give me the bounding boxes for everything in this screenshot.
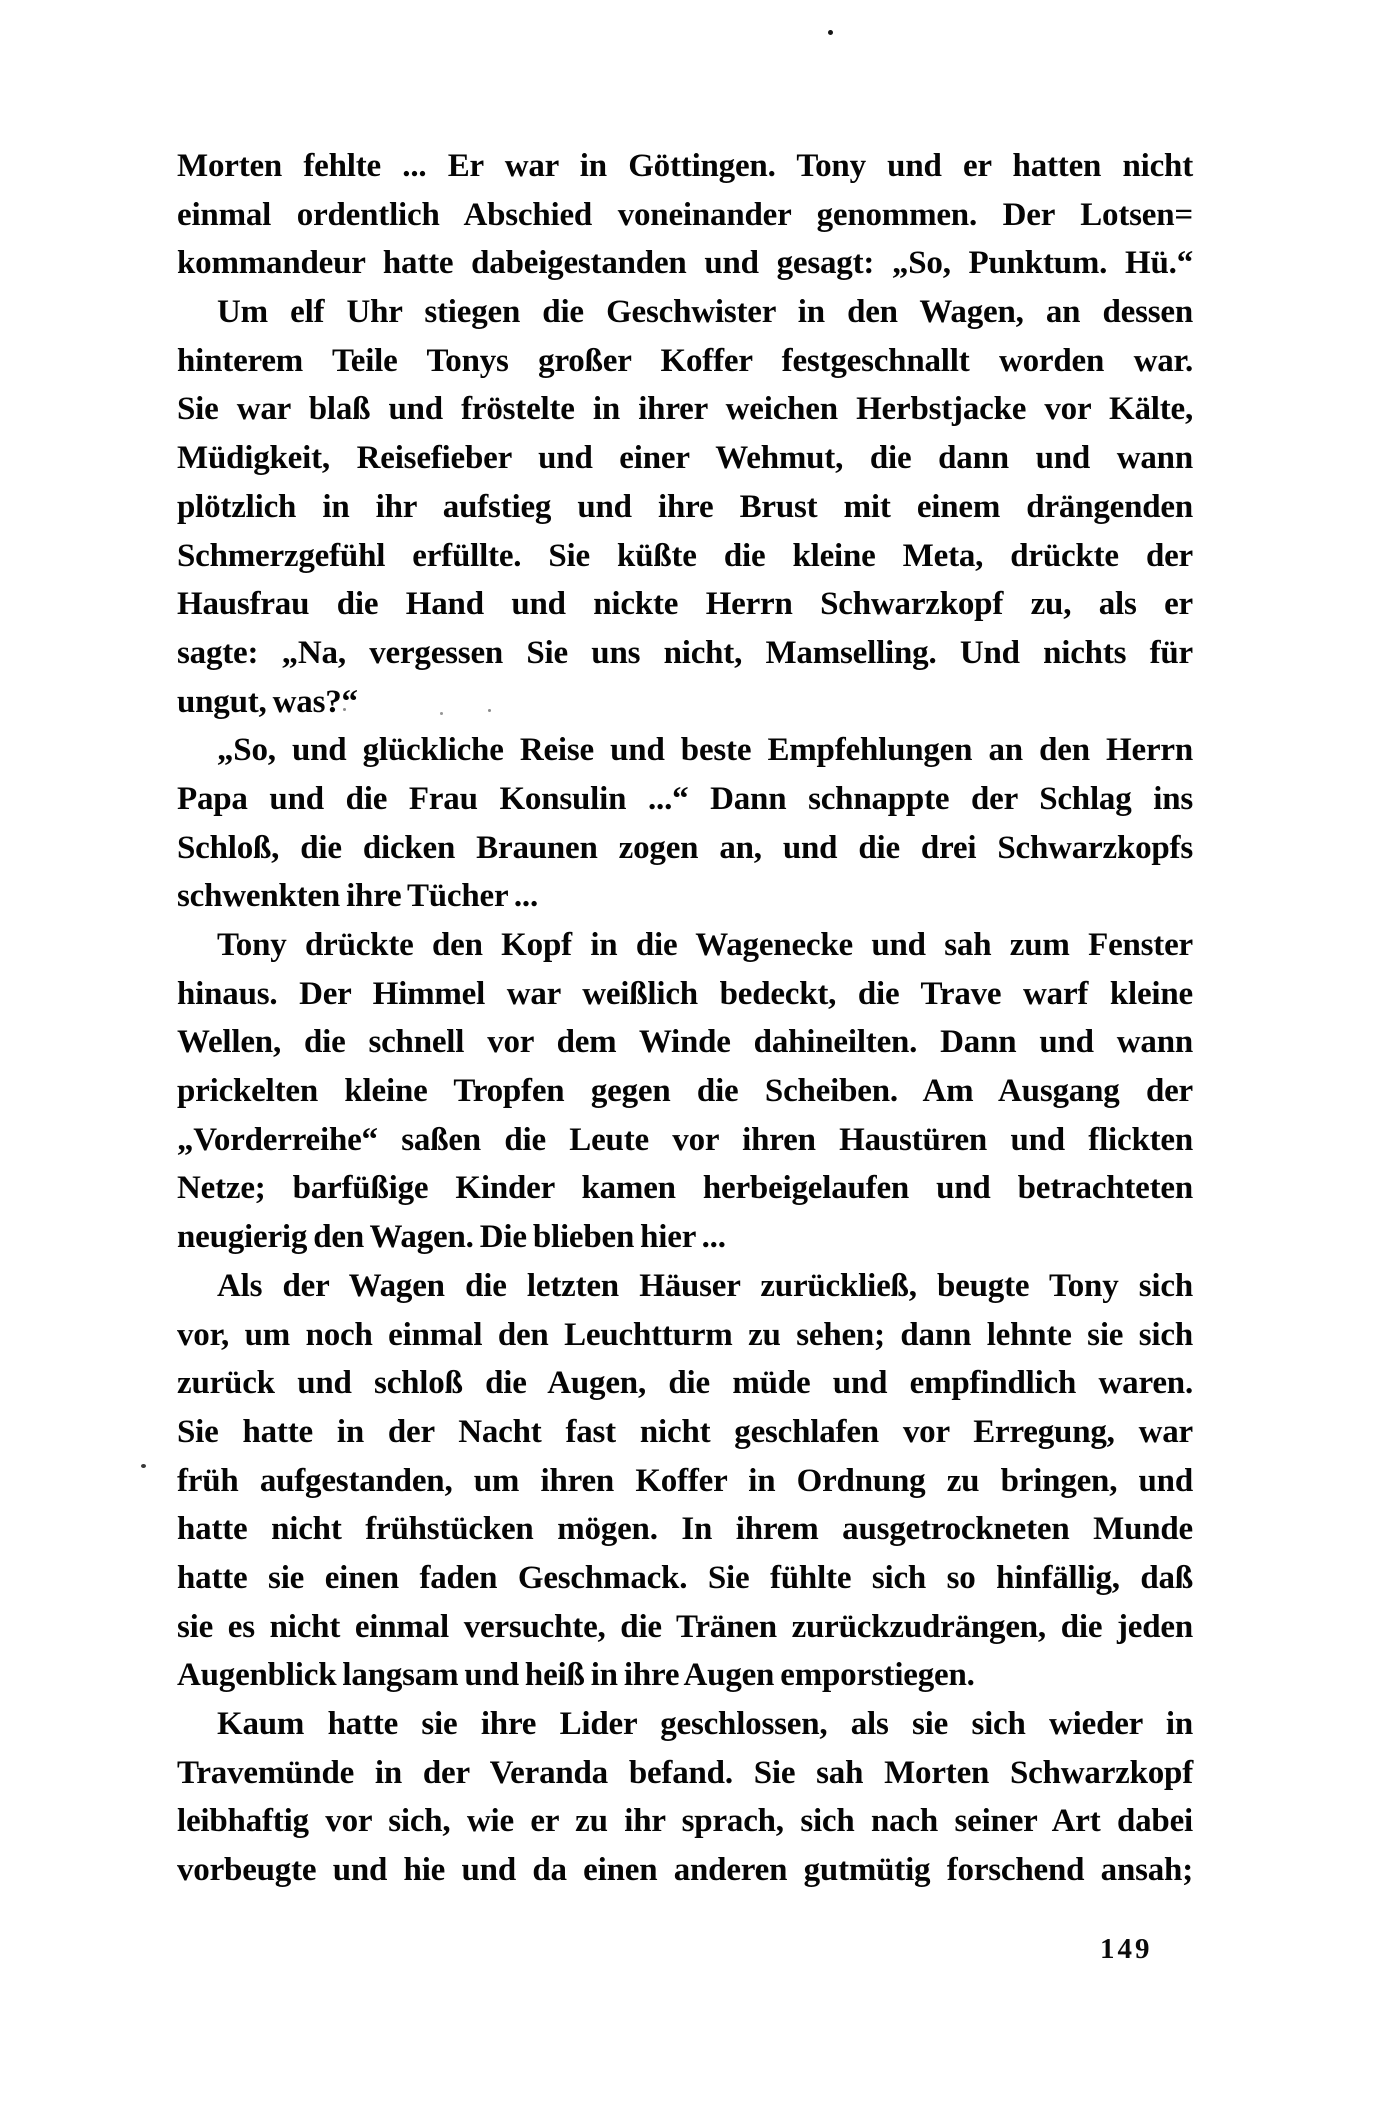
page-text-block: [177, 142, 1193, 1895]
text-line: hatte nicht frühstücken mögen. In ihrem ausgetrockneten Munde: [177, 1511, 1193, 1548]
text-line: leibhaftig vor sich, wie er zu ihr sprach, sich nach seiner Art dabei: [177, 1803, 1193, 1840]
text-line: Müdigkeit, Reisefieber und einer Wehmut, die dann und wann: [177, 440, 1193, 477]
text-line: vor, um noch einmal den Leuchtturm zu sehen; dann lehnte sie sich: [177, 1316, 1193, 1353]
text-line: ungut, was?“: [177, 683, 358, 720]
text-line: kommandeur hatte dabeigestanden und gesagt: „So, Punktum. Hü.“: [177, 245, 1193, 282]
text-line: einmal ordentlich Abschied voneinander genommen. Der Lotsen=: [177, 196, 1193, 233]
scan-speck: [141, 1464, 146, 1468]
text-line: „So, und glückliche Reise und beste Empfehlungen an den Herrn: [217, 732, 1193, 769]
text-line: vorbeugte und hie und da einen anderen gutmütig forschend ansah;: [177, 1852, 1193, 1889]
text-line: neugierig den Wagen. Die blieben hier ...: [177, 1219, 726, 1256]
text-line: sie es nicht einmal versuchte, die Tränen zurückzudrängen, die jeden: [177, 1608, 1193, 1645]
text-line: Sie war blaß und fröstelte in ihrer weichen Herbstjacke vor Kälte,: [177, 391, 1193, 428]
text-line: Hausfrau die Hand und nickte Herrn Schwarzkopf zu, als er: [177, 586, 1193, 623]
text-line: Schmerzgefühl erfüllte. Sie küßte die kleine Meta, drückte der: [177, 537, 1193, 574]
text-line: Um elf Uhr stiegen die Geschwister in den Wagen, an dessen: [217, 294, 1193, 331]
text-line: Augenblick langsam und heiß in ihre Augen emporstiegen.: [177, 1657, 975, 1694]
paragraph: [177, 142, 1193, 288]
text-line: Tony drückte den Kopf in die Wagenecke und sah zum Fenster: [217, 927, 1193, 963]
text-line: zurück und schloß die Augen, die müde und empfindlich waren.: [177, 1365, 1193, 1402]
text-line: „Vorderreihe“ saßen die Leute vor ihren Haustüren und flickten: [177, 1121, 1193, 1158]
text-line: sagte: „Na, vergessen Sie uns nicht, Mamselling. Und nichts für: [177, 634, 1193, 671]
paragraph: [177, 1262, 1193, 1700]
text-line: früh aufgestanden, um ihren Koffer in Ordnung zu bringen, und: [177, 1462, 1193, 1499]
text-line: schwenkten ihre Tücher ...: [177, 878, 539, 915]
text-line: plötzlich in ihr aufstieg und ihre Brust mit einem drängenden: [177, 488, 1193, 525]
text-line: Kaum hatte sie ihre Lider geschlossen, als sie sich wieder in: [217, 1706, 1193, 1742]
text-line: hinterem Teile Tonys großer Koffer festgeschnallt worden war.: [177, 342, 1193, 379]
text-line: hatte sie einen faden Geschmack. Sie fühlte sich so hinfällig, daß: [177, 1559, 1193, 1596]
text-line: Netze; barfüßige Kinder kamen herbeigelaufen und betrachteten: [177, 1170, 1193, 1207]
text-line: Papa und die Frau Konsulin ...“ Dann schnappte der Schlag ins: [177, 780, 1193, 817]
paragraph: [177, 726, 1193, 921]
text-line: Travemünde in der Veranda befand. Sie sah Morten Schwarzkopf: [177, 1754, 1193, 1791]
text-line: Morten fehlte ... Er war in Göttingen. Tony und er hatten nicht: [177, 148, 1193, 184]
page-number: 149: [1100, 1933, 1153, 1965]
paragraph: [177, 288, 1193, 726]
paragraph: [177, 921, 1193, 1262]
text-line: prickelten kleine Tropfen gegen die Scheiben. Am Ausgang der: [177, 1073, 1193, 1110]
text-line: Sie hatte in der Nacht fast nicht geschlafen vor Erregung, war: [177, 1413, 1193, 1450]
paragraph: [177, 1700, 1193, 1895]
text-line: Als der Wagen die letzten Häuser zurückließ, beugte Tony sich: [217, 1267, 1193, 1304]
scan-speck: [828, 30, 833, 35]
text-line: Schloß, die dicken Braunen zogen an, und die drei Schwarzkopfs: [177, 829, 1193, 866]
text-line: Wellen, die schnell vor dem Winde dahineilten. Dann und wann: [177, 1024, 1193, 1061]
text-line: hinaus. Der Himmel war weißlich bedeckt, die Trave warf kleine: [177, 975, 1193, 1012]
